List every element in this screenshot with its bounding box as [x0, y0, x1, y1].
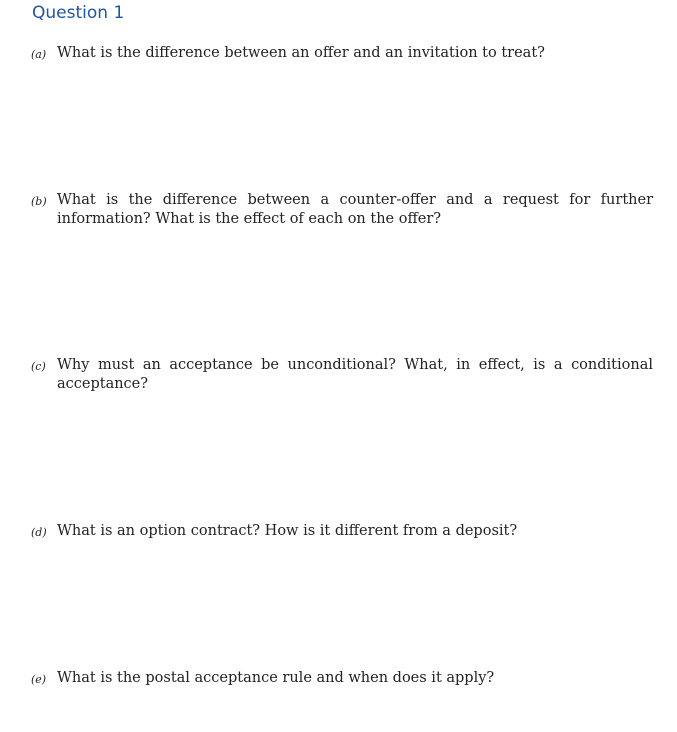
- question-a-label: (a): [31, 48, 47, 61]
- question-b: [31, 191, 653, 229]
- question-a-text: What is the difference between an offer and an invitation to treat?: [57, 45, 545, 61]
- question-e-text: What is the postal acceptance rule and when does it apply?: [57, 670, 495, 686]
- question-d: [31, 522, 653, 541]
- question-d-label: (d): [31, 526, 47, 539]
- question-e-label: (e): [31, 673, 47, 686]
- question-b-label: (b): [31, 195, 47, 208]
- question-c: [31, 356, 653, 394]
- question-a: [31, 44, 653, 63]
- question-c-label: (c): [31, 360, 46, 373]
- question-heading: Question 1: [32, 3, 125, 23]
- question-d-text: What is an option contract? How is it different from a deposit?: [57, 523, 518, 539]
- question-e: [31, 669, 653, 688]
- question-b-text: What is the difference between a counter-offer and a request for further information? What is the effect of each on the offer?: [57, 192, 653, 227]
- question-c-text: Why must an acceptance be unconditional? What, in effect, is a conditional acceptance?: [57, 357, 653, 392]
